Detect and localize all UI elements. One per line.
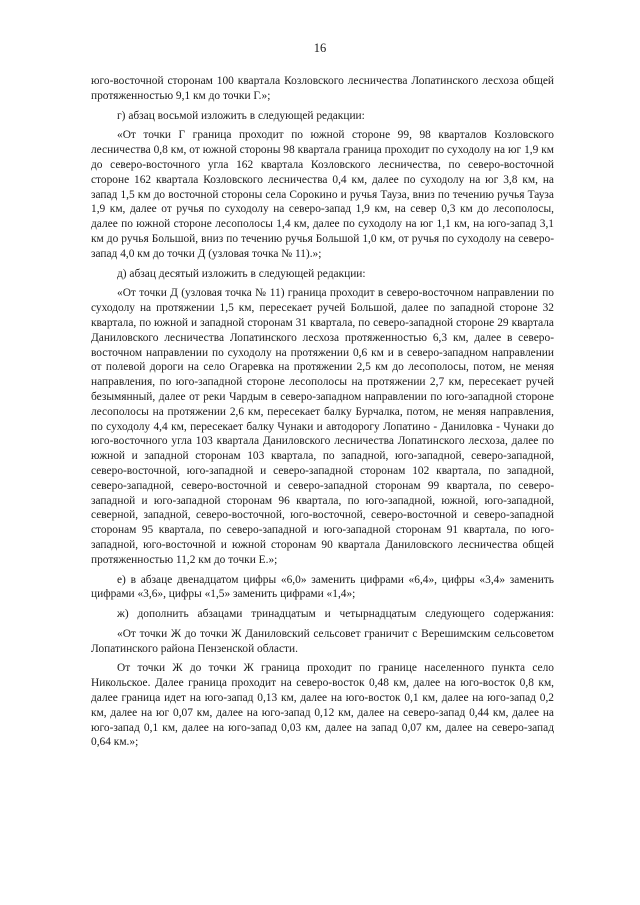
paragraph-instruction-e: е) в абзаце двенадцатом цифры «6,0» заменить цифрами «6,4», цифры «3,4» заменить цифрами «3,6», цифры «1,5» заменить цифрами «1,4»; [91,573,554,601]
paragraph-instruction-g: г) абзац восьмой изложить в следующей редакции: [117,109,365,122]
paragraph-quote-zh-2: От точки Ж до точки Ж граница проходит по границе населенного пункта село Никольское. Далее граница проходит на северо-восток 0,48 км, далее на юго-восток 0,8 км, далее граница идет на юго-запад 0,13 км, далее на юго-восток 0,1 км, далее на юго-запад 0,2 км, далее на юг 0,07 км, далее на юго-запад 0,12 км, далее на северо-запад 0,44 км, далее на юго-запад 0,1 км, далее на юго-запад 0,03 км, далее на запад 0,07 км, далее на северо-запад 0,64 км.»; [91,662,554,749]
document-body [91,74,554,750]
paragraph-instruction-zh: ж) дополнить абзацами тринадцатым и четырнадцатым следующего содержания: [117,608,554,621]
paragraph-instruction-d: д) абзац десятый изложить в следующей редакции: [117,267,366,280]
paragraph-quote-d: «От точки Д (узловая точка № 11) граница проходит в северо-восточном направлении по суходолу на протяжении 1,5 км, пересекает ручей Большой, далее по западной стороне 32 квартала, по южной и западной сторонам 31 квартала, по северо-западной стороне 29 квартала Даниловского лесничества Лопатинского лесхоза протяженностью 6,3 км, далее в северо-восточном направлении по суходолу на протяжении 0,6 км и в северо-западном направлении от полевой дороги на село Огаревка на протяжении 2,5 км до лесополосы, потом, не меняя направления, по юго-западной стороне лесополосы на протяжении 2,7 км, пересекает ручей безымянный, далее от реки Чардым в северо-западном направлении по юго-западной стороне лесополосы на протяжении 2,6 км, пересекает балку Бурчалка, потом, не меняя направления, по суходолу 4,4 км, пересекает балку Чунаки и автодорогу Лопатино - Даниловка - Чунаки до юго-восточного угла 103 квартала Даниловского лесничества Лопатинского лесхоза, далее по южной и западной сторонам 103 квартала, по западной, юго-западной, северо-западной, северо-восточной, юго-западной и северо-западной сторонам 102 квартала, по западной, северо-западной, северо-восточной и северо-западной сторонам 99 квартала, по северо-западной и юго-западной сторонам 96 квартала, по юго-западной, южной, юго-западной, северной, западной, северо-восточной, юго-восточной, северо-восточной и северо-западной сторонам 95 квартала, по северо-западной и юго-западной сторонам 91 квартала, по юго-западной, юго-восточной и южной сторонам 90 квартала Даниловского лесничества общей протяженностью 11,2 км до точки Е.»; [91,287,554,566]
paragraph-quote-zh-1: «От точки Ж до точки Ж Даниловский сельсовет граничит с Верешимским сельсоветом Лопатинского района Пензенской области. [91,627,554,655]
paragraph-quote-g: «От точки Г граница проходит по южной стороне 99, 98 кварталов Козловского лесничества 0,8 км, от южной стороны 98 квартала граница проходит по суходолу на юг 1,9 км до северо-восточного угла 162 квартала Козловского лесничества, по северо-восточной стороне 162 квартала Козловского лесничества 0,4 км, далее по суходолу на юг 3,8 км, на запад 1,5 км до восточной стороны села Сорокино и ручья Тауза, вниз по течению ручья Тауза 1,9 км, далее от ручья по суходолу на северо-запад 1,9 км, на север 0,3 км до лесополосы, далее по южной стороне лесополосы 1,4 км, далее по суходолу на юг 1,1 км, на юго-запад 3,1 км до ручья Большой, вниз по течению ручья Большой 1,0 км, от ручья по суходолу на северо-запад 4,0 км до точки Д (узловая точка № 11).»; [91,129,554,260]
page-number: 16 [313,41,327,55]
paragraph-continuation: юго-восточной сторонам 100 квартала Козловского лесничества Лопатинского лесхоза общей протяженностью 9,1 км до точки Г.»; [91,75,554,102]
